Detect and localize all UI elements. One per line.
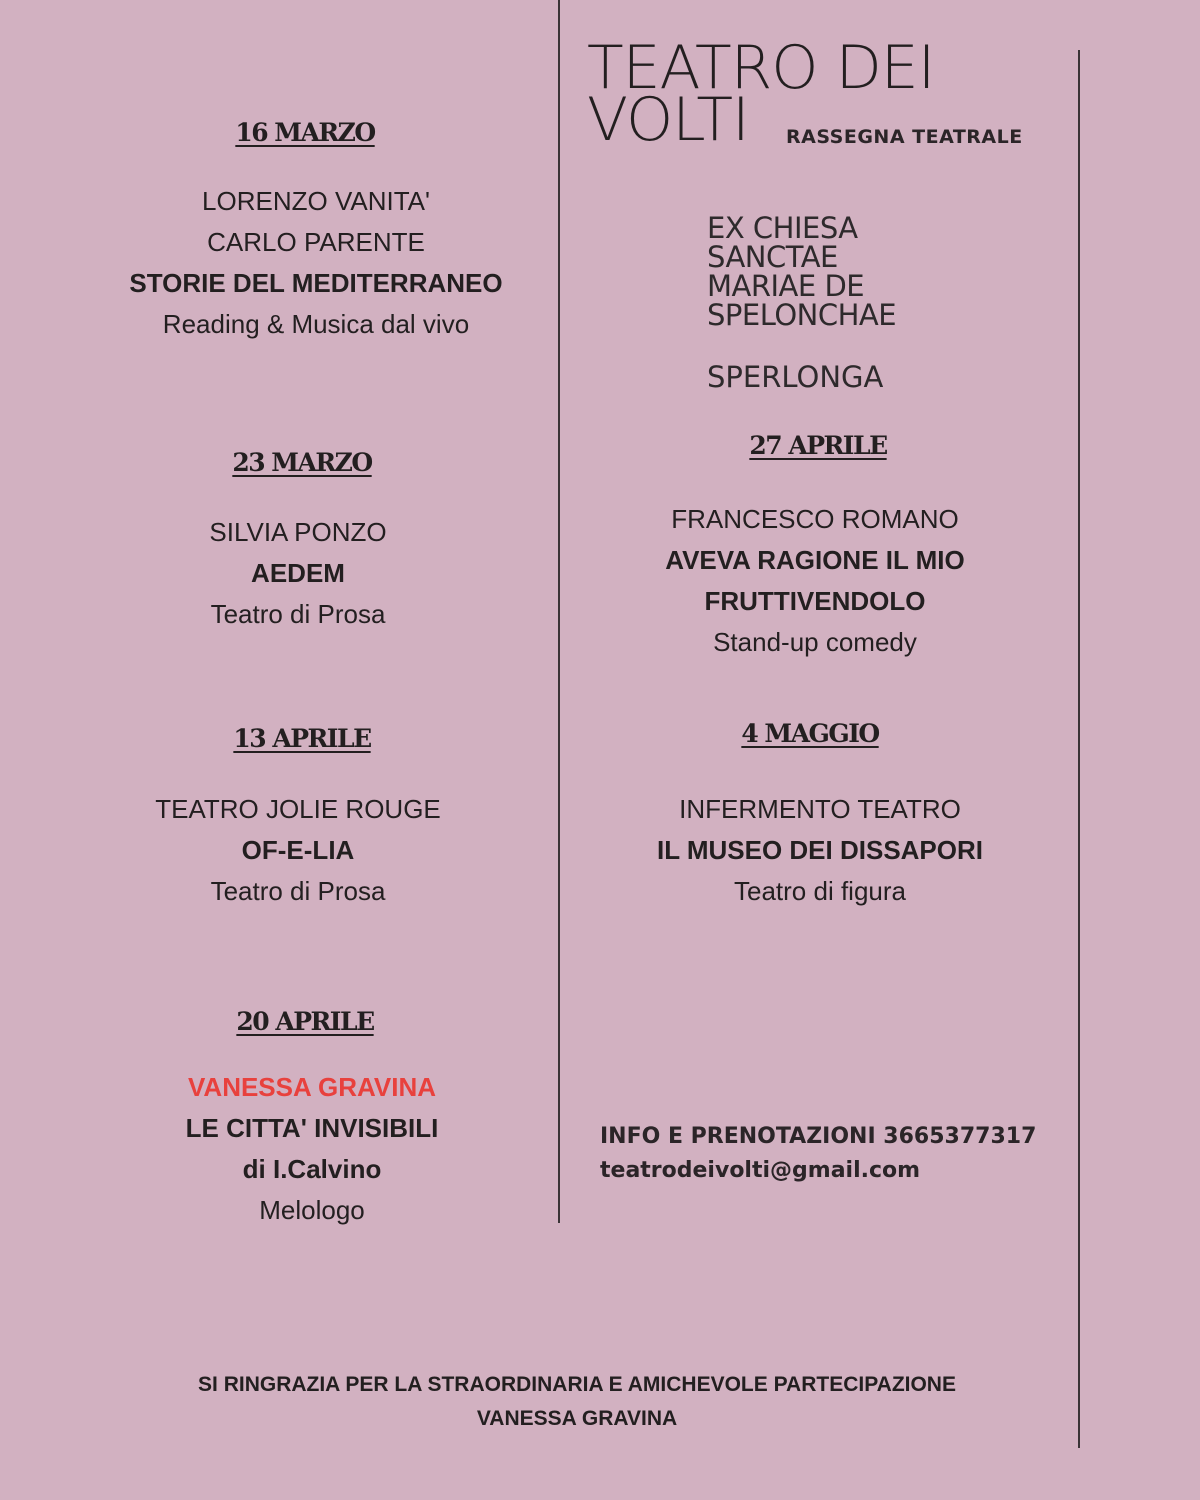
event-block: [48, 512, 548, 635]
event-date: 4 MAGGIO: [741, 719, 879, 748]
event-genre: Melologo: [259, 1195, 365, 1225]
event-genre: Stand-up comedy: [713, 627, 917, 657]
event-block: [48, 789, 548, 912]
event-title: di I.Calvino: [242, 1154, 382, 1184]
booking-email: teatrodeivolti@gmail.com: [600, 1158, 921, 1183]
event-block: [66, 181, 566, 345]
event-title: AEDEM: [251, 558, 345, 588]
event-date: 13 APRILE: [233, 724, 371, 753]
event-block: [565, 499, 1065, 663]
contact-info: [600, 1120, 1036, 1188]
event-genre: Reading & Musica dal vivo: [162, 309, 470, 339]
event-genre: Teatro di figura: [734, 876, 906, 906]
event-genre: Teatro di Prosa: [210, 876, 386, 906]
right-divider: [1078, 50, 1080, 1448]
footer-credits: [0, 1368, 1154, 1436]
event-title: LE CITTA' INVISIBILI: [185, 1113, 439, 1143]
event-title: OF-E-LIA: [241, 835, 355, 865]
footer-line-2: VANESSA GRAVINA: [476, 1407, 678, 1430]
booking-phone: INFO E PRENOTAZIONI 3665377317: [600, 1124, 1037, 1149]
event-artist: TEATRO JOLIE ROUGE: [155, 794, 441, 824]
event-date: 16 MARZO: [235, 118, 375, 147]
event-block: [570, 789, 1070, 912]
page-subtitle: RASSEGNA TEATRALE: [786, 126, 1023, 148]
title-line-1: TEATRO DEI: [587, 33, 935, 103]
footer-line-1: SI RINGRAZIA PER LA STRAORDINARIA E AMICHEVOLE PARTECIPAZIONE: [198, 1373, 956, 1396]
event-date: 23 MARZO: [232, 448, 372, 477]
event-artist: LORENZO VANITA': [202, 186, 430, 216]
event-artist: FRANCESCO ROMANO: [671, 504, 959, 534]
event-artist: VANESSA GRAVINA: [188, 1072, 436, 1102]
event-artist: CARLO PARENTE: [207, 227, 425, 257]
event-title: AVEVA RAGIONE IL MIO: [665, 545, 965, 575]
event-block: [62, 1067, 562, 1231]
venue-town: SPERLONGA: [707, 360, 884, 394]
event-title: STORIE DEL MEDITERRANEO: [129, 268, 503, 298]
venue-name: EX CHIESA SANCTAE MARIAE DE SPELONCHAE: [707, 211, 897, 332]
title-line-2: VOLTI: [587, 85, 749, 155]
event-genre: Teatro di Prosa: [210, 599, 386, 629]
event-date: 20 APRILE: [236, 1007, 374, 1036]
event-date: 27 APRILE: [749, 431, 887, 460]
event-title: FRUTTIVENDOLO: [704, 586, 926, 616]
event-artist: SILVIA PONZO: [209, 517, 387, 547]
event-artist: INFERMENTO TEATRO: [679, 794, 961, 824]
event-title: IL MUSEO DEI DISSAPORI: [656, 835, 983, 865]
